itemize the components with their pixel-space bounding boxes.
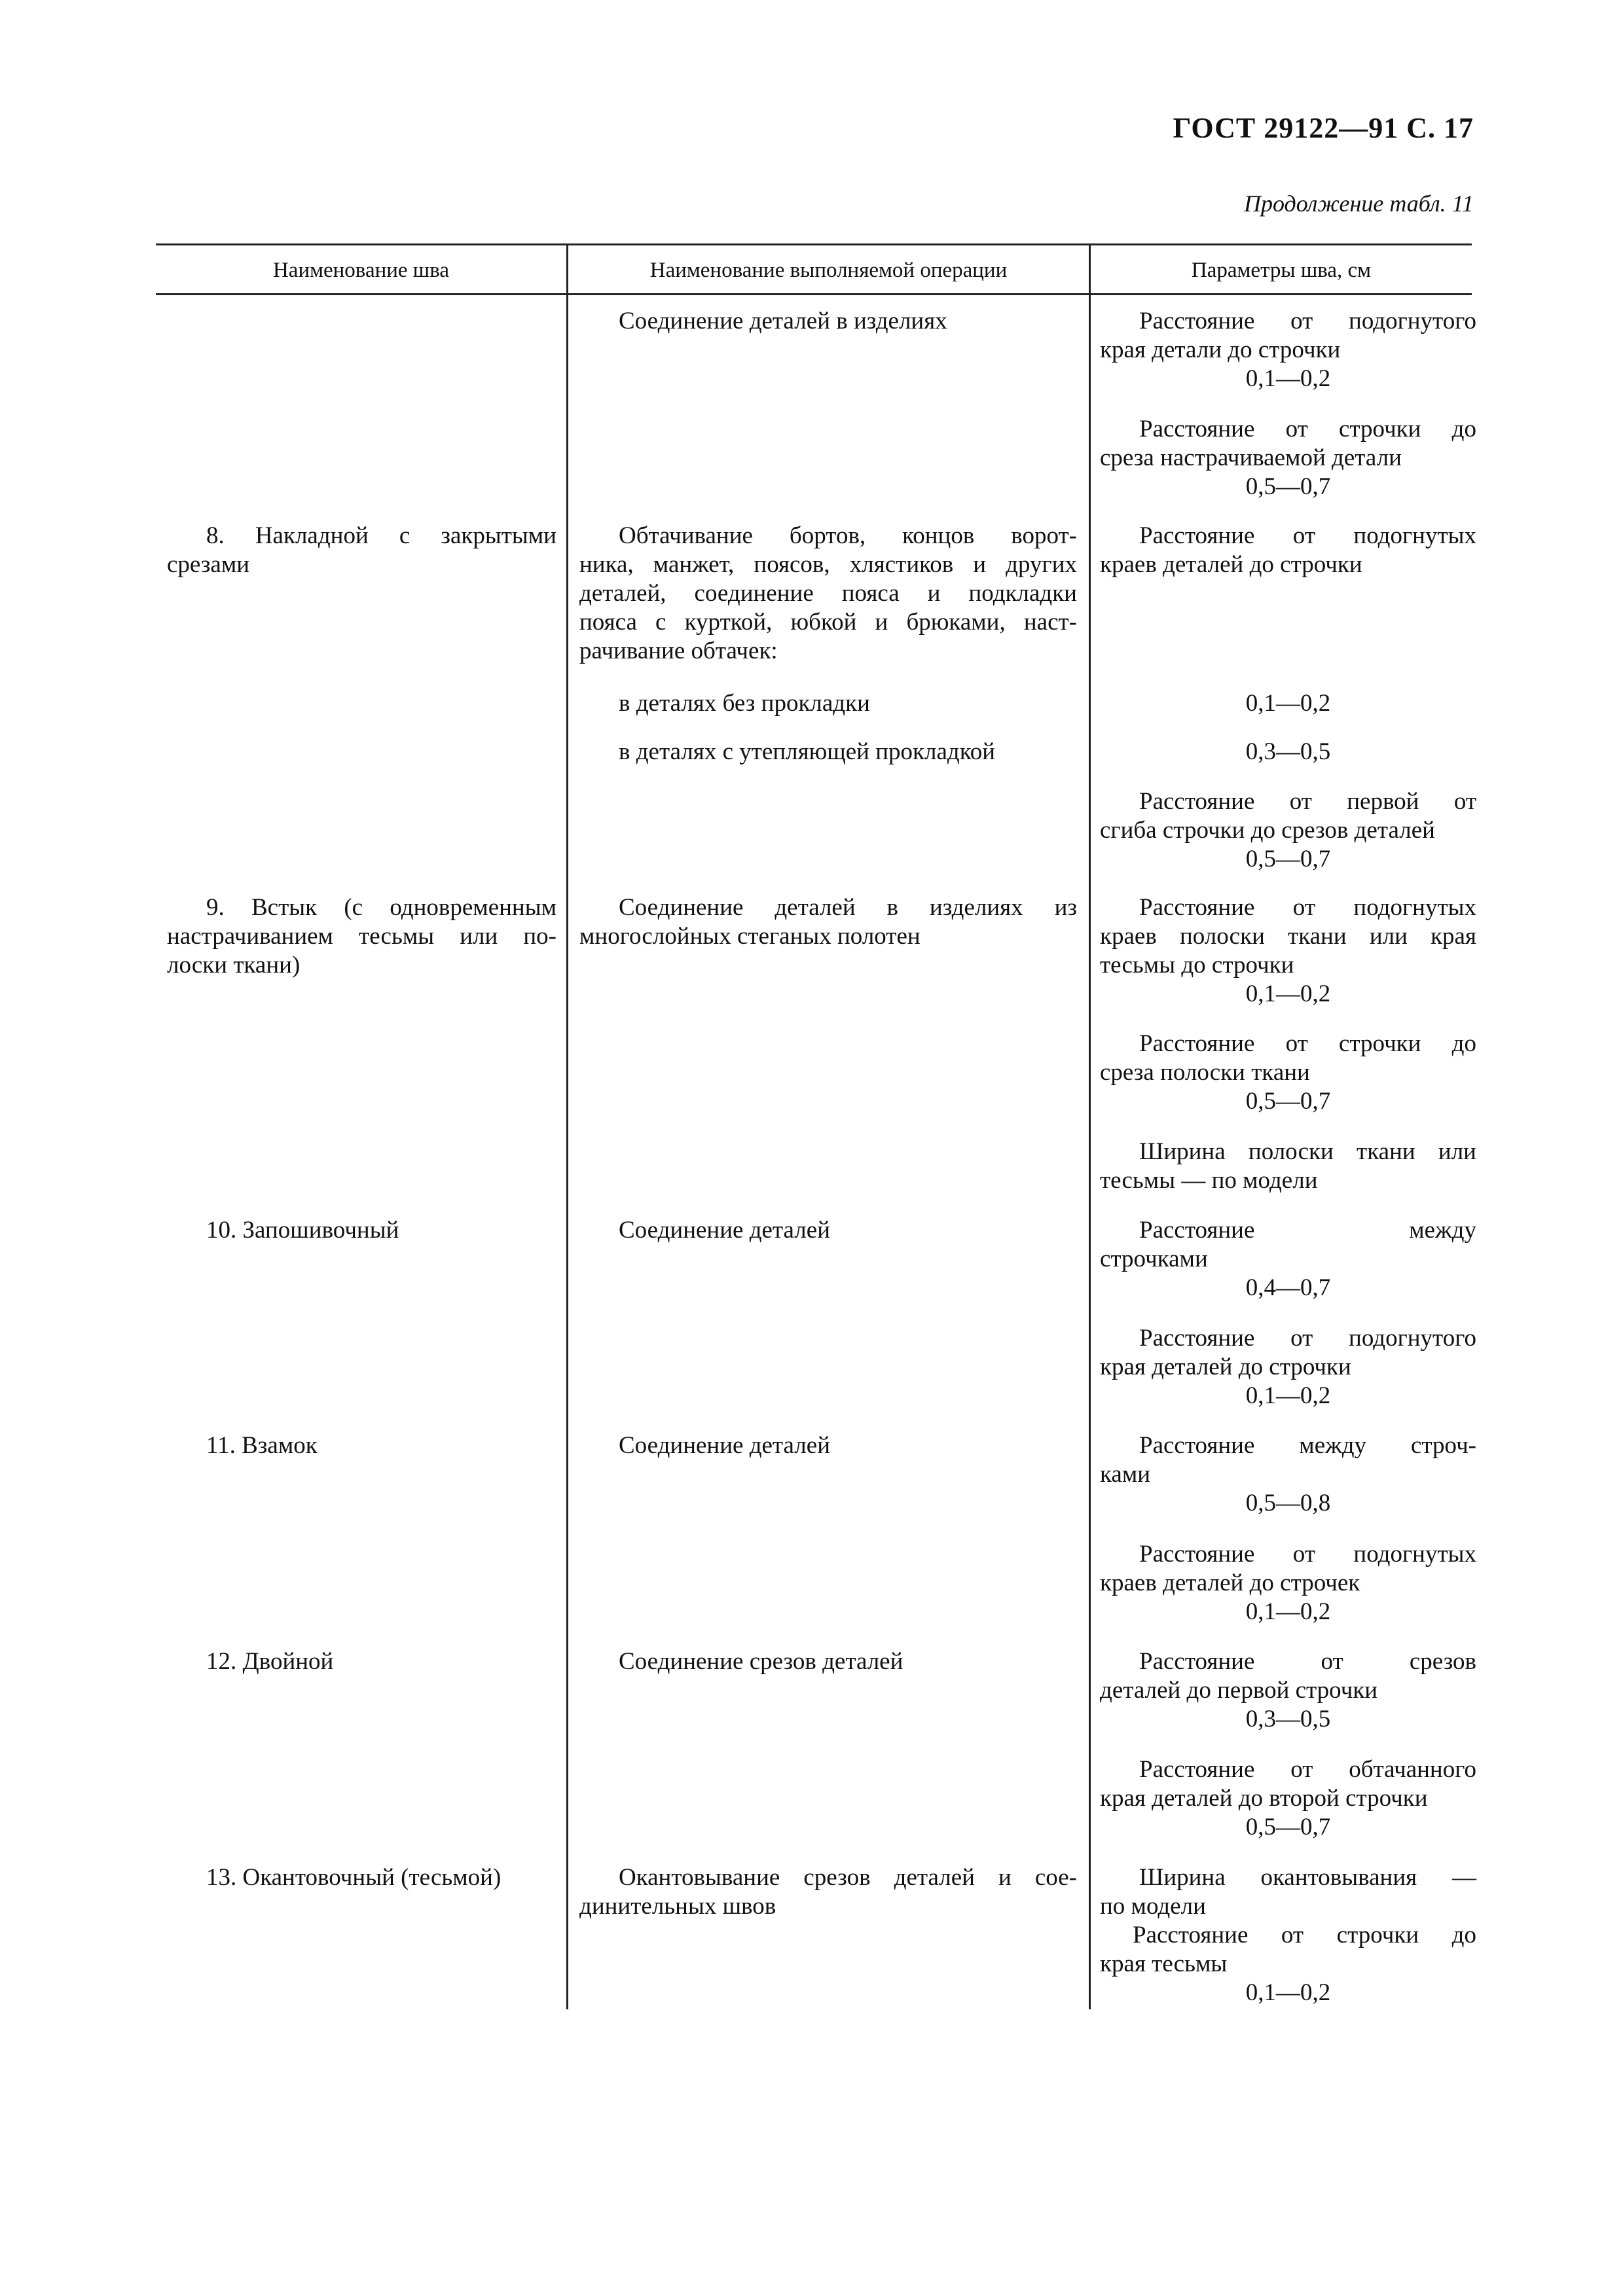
param-text: Ширина полоски ткани или — [1139, 1138, 1476, 1165]
param-text: края деталей до второй строчки — [1100, 1785, 1428, 1812]
operation-text: Соединение деталей — [619, 1432, 830, 1459]
seam-name: 9. Встык (с одновременным — [206, 894, 556, 921]
operation-text: в деталях без прокладки — [619, 690, 870, 717]
seam-name: 12. Двойной — [206, 1648, 334, 1675]
column-header-parameters: Параметры шва, см — [1191, 259, 1372, 282]
operation-text: Соединение деталей в изделиях из — [619, 894, 1077, 921]
param-text: Расстояние от подогнутого — [1139, 1325, 1476, 1352]
seam-name: 13. Окантовочный (тесьмой) — [206, 1864, 501, 1891]
param-text: Расстояние от обтачанного — [1139, 1756, 1476, 1783]
param-text: деталей до первой строчки — [1100, 1677, 1378, 1704]
column-divider-2 — [1089, 245, 1091, 2009]
operation-text: рачивание обтачек: — [579, 637, 778, 664]
param-value: 0,1—0,2 — [1245, 1382, 1331, 1409]
seam-name: 10. Запошивочный — [206, 1217, 399, 1244]
param-text: Расстояние от первой от — [1139, 788, 1476, 815]
param-value: 0,5—0,7 — [1245, 1814, 1331, 1840]
param-value: 0,1—0,2 — [1245, 690, 1331, 717]
param-text: Расстояние от строчки до — [1133, 1922, 1476, 1948]
column-divider-1 — [566, 245, 568, 2009]
param-value: 0,1—0,2 — [1245, 980, 1331, 1007]
param-text: края тесьмы — [1100, 1950, 1228, 1977]
operation-text: деталей, соединение пояса и подкладки — [579, 580, 1077, 607]
operation-text: Соединение срезов деталей — [619, 1648, 903, 1675]
operation-text: многослойных стеганых полотен — [579, 923, 921, 950]
param-text: Расстояние между строч- — [1139, 1432, 1476, 1459]
column-header-seam-name: Наименование шва — [272, 259, 450, 282]
operation-text: ника, манжет, поясов, хлястиков и других — [579, 551, 1077, 578]
table-continuation-label: Продолжение табл. 11 — [1243, 190, 1474, 217]
param-text: Расстояние между — [1139, 1217, 1476, 1244]
param-text: краев деталей до строчки — [1100, 551, 1362, 578]
param-text: Расстояние от срезов — [1139, 1648, 1476, 1675]
table-top-border — [156, 243, 1472, 245]
param-text: среза полоски ткани — [1100, 1059, 1310, 1086]
operation-text: Окантовывание срезов деталей и сое- — [619, 1864, 1077, 1891]
operation-text: в деталях с утепляющей прокладкой — [619, 738, 996, 765]
param-value: 0,1—0,2 — [1245, 1979, 1331, 2006]
operation-text: Соединение деталей — [619, 1217, 830, 1244]
param-value: 0,5—0,8 — [1245, 1490, 1331, 1516]
param-value: 0,5—0,7 — [1245, 1088, 1331, 1115]
param-text: тесьмы — по модели — [1100, 1167, 1318, 1194]
column-header-operation: Наименование выполняемой операции — [649, 259, 1008, 282]
param-text: Расстояние от подогнутых — [1139, 1541, 1476, 1568]
operation-text: динительных швов — [579, 1893, 776, 1920]
param-text: по модели — [1100, 1893, 1206, 1920]
param-text: среза настрачиваемой детали — [1100, 444, 1402, 471]
param-text: тесьмы до строчки — [1100, 952, 1294, 978]
operation-text: Соединение деталей в изделиях — [619, 308, 947, 334]
param-text: ками — [1100, 1461, 1151, 1488]
document-id: ГОСТ 29122—91 С. 17 — [1173, 112, 1474, 144]
param-text: Расстояние от подогнутых — [1139, 522, 1476, 549]
param-value: 0,4—0,7 — [1245, 1274, 1331, 1301]
param-value: 0,3—0,5 — [1245, 738, 1331, 765]
seam-name: 11. Взамок — [206, 1432, 318, 1459]
param-value: 0,1—0,2 — [1245, 365, 1331, 392]
param-value: 0,3—0,5 — [1245, 1706, 1331, 1732]
param-value: 0,5—0,7 — [1245, 473, 1331, 500]
seam-name: 8. Накладной с закрытыми — [206, 522, 556, 549]
table-header-divider — [156, 293, 1472, 295]
param-text: края детали до строчки — [1100, 336, 1341, 363]
seam-name: настрачиванием тесьмы или по- — [167, 923, 556, 950]
seam-name: срезами — [167, 551, 250, 578]
param-text: Расстояние от подогнутого — [1139, 308, 1476, 334]
seam-name: лоски ткани) — [167, 952, 301, 978]
param-text: Ширина окантовывания — — [1139, 1864, 1476, 1891]
param-text: краев полоски ткани или края — [1100, 923, 1476, 950]
param-value: 0,1—0,2 — [1245, 1598, 1331, 1625]
param-text: Расстояние от строчки до — [1139, 416, 1476, 442]
param-text: Расстояние от подогнутых — [1139, 894, 1476, 921]
param-text: строчками — [1100, 1246, 1208, 1272]
param-text: края деталей до строчки — [1100, 1354, 1351, 1380]
param-text: сгиба строчки до срезов деталей — [1100, 817, 1435, 844]
param-value: 0,5—0,7 — [1245, 846, 1331, 872]
param-text: краев деталей до строчек — [1100, 1570, 1360, 1596]
operation-text: пояса с курткой, юбкой и брюками, наст- — [579, 609, 1077, 636]
operation-text: Обтачивание бортов, концов ворот- — [619, 522, 1077, 549]
param-text: Расстояние от строчки до — [1139, 1030, 1476, 1057]
